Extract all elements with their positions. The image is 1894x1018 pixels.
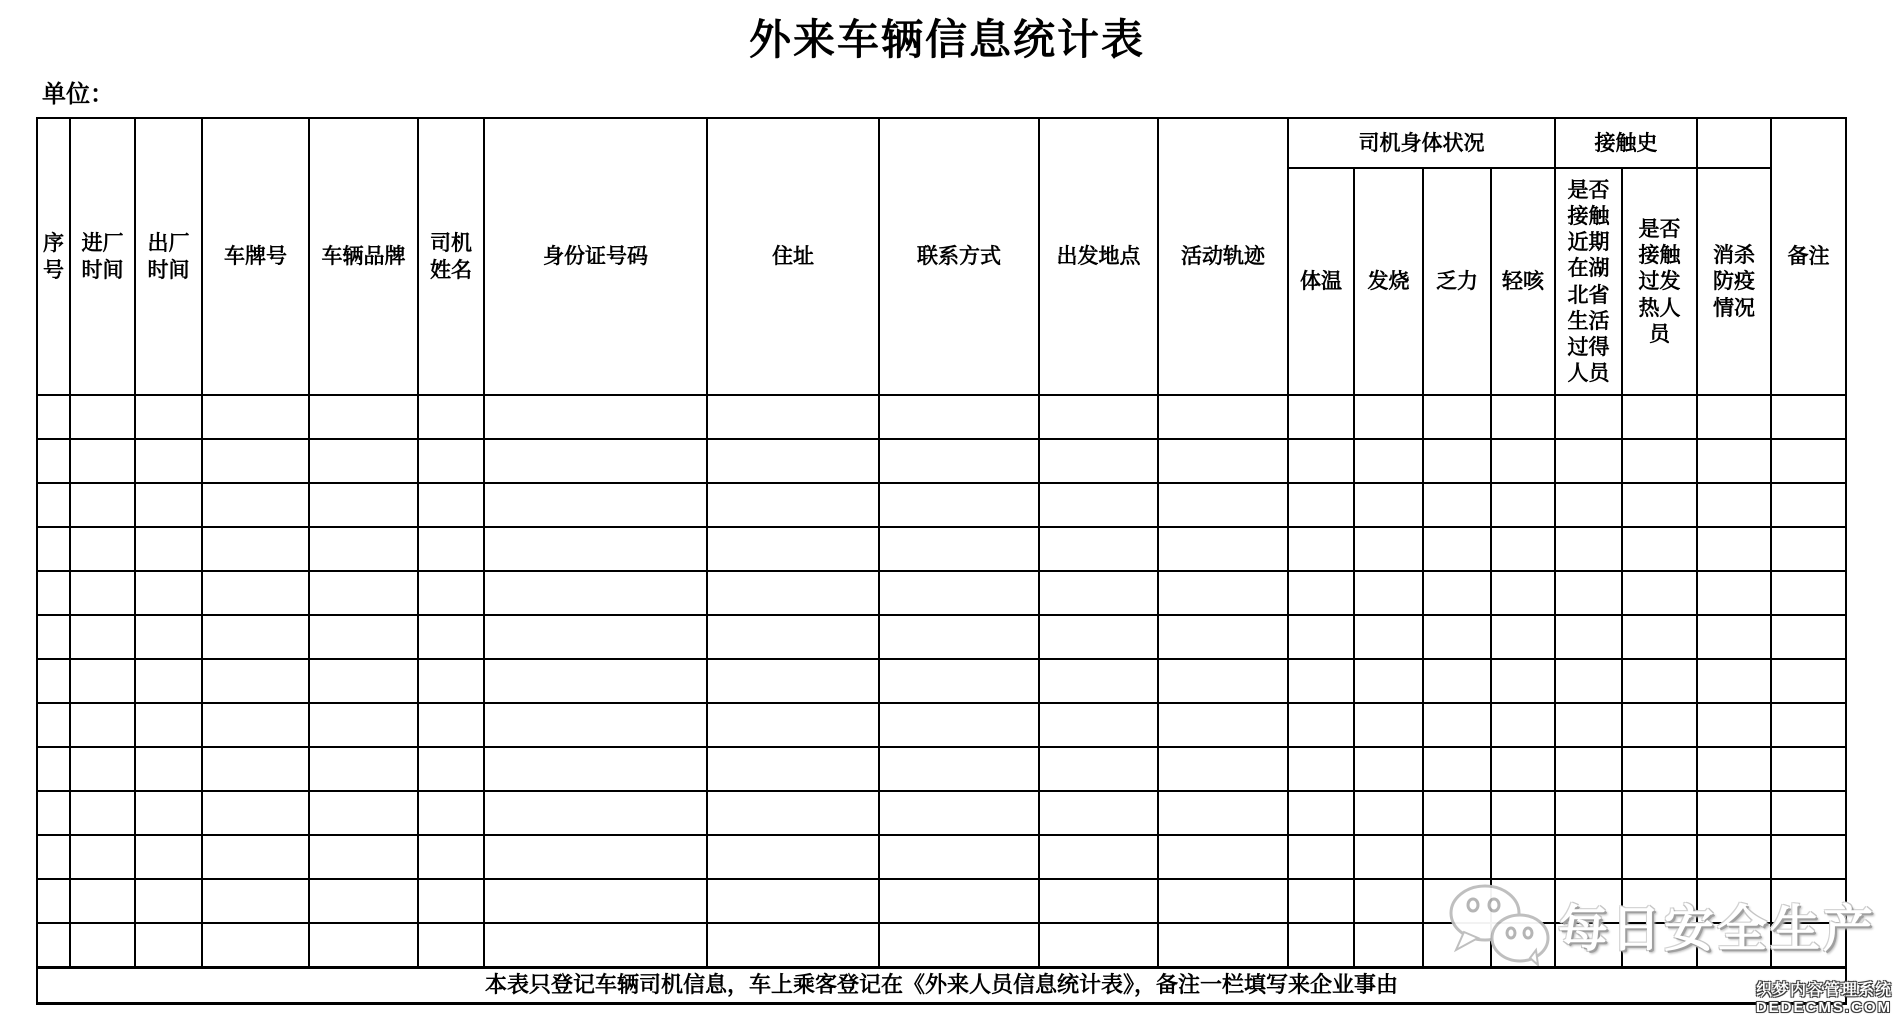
body-cell xyxy=(309,747,418,791)
header-vehicle-brand: 车辆品牌 xyxy=(309,118,418,395)
body-cell xyxy=(1158,439,1288,483)
body-cell xyxy=(879,615,1039,659)
body-cell xyxy=(135,483,202,527)
body-cell xyxy=(309,483,418,527)
body-cell xyxy=(418,835,484,879)
body-cell xyxy=(1423,835,1491,879)
body-cell xyxy=(1555,923,1622,967)
body-cell xyxy=(1423,879,1491,923)
body-cell xyxy=(1697,923,1771,967)
body-cell xyxy=(1423,659,1491,703)
body-cell xyxy=(135,923,202,967)
body-cell xyxy=(418,791,484,835)
body-cell xyxy=(1491,791,1555,835)
body-cell xyxy=(1288,879,1354,923)
body-cell xyxy=(1039,923,1158,967)
body-cell xyxy=(202,571,309,615)
body-cell xyxy=(1354,923,1423,967)
body-cell xyxy=(309,923,418,967)
body-cell xyxy=(707,835,879,879)
body-cell xyxy=(1555,747,1622,791)
body-cell xyxy=(37,747,70,791)
body-cell xyxy=(1423,527,1491,571)
body-cell xyxy=(484,659,707,703)
table-row xyxy=(37,835,1846,879)
body-cell xyxy=(1423,747,1491,791)
body-cell xyxy=(135,395,202,439)
body-cell xyxy=(135,659,202,703)
page-title: 外来车辆信息统计表 xyxy=(748,18,1145,64)
body-cell xyxy=(37,615,70,659)
body-cell xyxy=(418,439,484,483)
body-cell xyxy=(1288,439,1354,483)
body-cell xyxy=(484,571,707,615)
header-remarks: 备注 xyxy=(1771,118,1846,395)
header-address: 住址 xyxy=(707,118,879,395)
body-cell xyxy=(1158,659,1288,703)
body-cell xyxy=(1622,835,1697,879)
body-cell xyxy=(1697,703,1771,747)
table-row xyxy=(37,571,1846,615)
body-cell xyxy=(1039,395,1158,439)
body-cell xyxy=(1491,747,1555,791)
body-cell xyxy=(202,791,309,835)
body-cell xyxy=(135,703,202,747)
body-cell xyxy=(879,439,1039,483)
table-header xyxy=(37,118,1846,395)
body-cell xyxy=(37,659,70,703)
body-cell xyxy=(1697,395,1771,439)
body-cell xyxy=(1423,483,1491,527)
body-cell xyxy=(70,615,135,659)
header-id-number: 身份证号码 xyxy=(484,118,707,395)
body-cell xyxy=(707,439,879,483)
table-row xyxy=(37,527,1846,571)
body-cell xyxy=(879,703,1039,747)
body-cell xyxy=(70,483,135,527)
body-cell xyxy=(418,527,484,571)
body-cell xyxy=(418,703,484,747)
body-cell xyxy=(1354,527,1423,571)
body-cell xyxy=(1697,439,1771,483)
table-row xyxy=(37,659,1846,703)
body-cell xyxy=(707,571,879,615)
body-cell xyxy=(1697,791,1771,835)
body-cell xyxy=(1771,703,1846,747)
body-cell xyxy=(484,483,707,527)
body-cell xyxy=(707,923,879,967)
body-cell xyxy=(418,483,484,527)
body-cell xyxy=(484,835,707,879)
body-cell xyxy=(1697,659,1771,703)
body-cell xyxy=(202,615,309,659)
body-cell xyxy=(309,879,418,923)
body-cell xyxy=(37,923,70,967)
body-cell xyxy=(1555,439,1622,483)
body-cell xyxy=(1771,395,1846,439)
body-cell xyxy=(1491,879,1555,923)
body-cell xyxy=(1354,747,1423,791)
body-cell xyxy=(70,791,135,835)
body-cell xyxy=(1423,791,1491,835)
body-cell xyxy=(202,659,309,703)
body-cell xyxy=(418,615,484,659)
body-cell xyxy=(1771,615,1846,659)
body-cell xyxy=(1697,527,1771,571)
header-disinfection-status: 消杀防疫情况 xyxy=(1697,168,1771,395)
body-cell xyxy=(879,571,1039,615)
body-cell xyxy=(1555,615,1622,659)
body-cell xyxy=(1039,791,1158,835)
body-cell xyxy=(1491,527,1555,571)
body-cell xyxy=(1771,879,1846,923)
body-cell xyxy=(1158,879,1288,923)
body-cell xyxy=(37,395,70,439)
body-cell xyxy=(309,791,418,835)
body-cell xyxy=(1354,703,1423,747)
body-cell xyxy=(202,527,309,571)
body-cell xyxy=(1288,835,1354,879)
body-cell xyxy=(484,395,707,439)
body-cell xyxy=(707,659,879,703)
body-cell xyxy=(1622,659,1697,703)
body-cell xyxy=(1555,791,1622,835)
body-cell xyxy=(879,395,1039,439)
body-cell xyxy=(1354,395,1423,439)
body-cell xyxy=(1555,703,1622,747)
body-cell xyxy=(1771,571,1846,615)
body-cell xyxy=(1491,703,1555,747)
body-cell xyxy=(1771,923,1846,967)
header-exit-time: 出厂时间 xyxy=(135,118,202,395)
body-cell xyxy=(1555,835,1622,879)
table-row xyxy=(37,879,1846,923)
body-cell xyxy=(37,527,70,571)
body-cell xyxy=(70,879,135,923)
body-cell xyxy=(1354,791,1423,835)
body-cell xyxy=(135,835,202,879)
body-cell xyxy=(1158,791,1288,835)
table-row xyxy=(37,439,1846,483)
header-serial-number: 序号 xyxy=(37,118,70,395)
body-cell xyxy=(1771,483,1846,527)
body-cell xyxy=(1622,571,1697,615)
header-fatigue: 乏力 xyxy=(1423,168,1491,395)
body-cell xyxy=(1491,615,1555,659)
body-cell xyxy=(37,483,70,527)
vehicle-info-table xyxy=(36,117,1847,1005)
body-cell xyxy=(707,791,879,835)
header-contact-hubei-resident: 是否接触近期在湖北省生活过得人员 xyxy=(1555,168,1622,395)
body-cell xyxy=(1354,439,1423,483)
body-cell xyxy=(418,571,484,615)
body-cell xyxy=(707,879,879,923)
body-cell xyxy=(1039,527,1158,571)
body-cell xyxy=(1039,483,1158,527)
body-cell xyxy=(1423,439,1491,483)
body-cell xyxy=(879,747,1039,791)
body-cell xyxy=(1491,659,1555,703)
body-cell xyxy=(135,615,202,659)
body-cell xyxy=(1491,395,1555,439)
body-cell xyxy=(879,879,1039,923)
body-cell xyxy=(1288,395,1354,439)
header-departure-place: 出发地点 xyxy=(1039,118,1158,395)
header-light-cough: 轻咳 xyxy=(1491,168,1555,395)
body-cell xyxy=(37,879,70,923)
body-cell xyxy=(309,439,418,483)
header-fever: 发烧 xyxy=(1354,168,1423,395)
body-cell xyxy=(1771,659,1846,703)
body-cell xyxy=(1555,571,1622,615)
body-cell xyxy=(1697,747,1771,791)
footer-row xyxy=(37,967,1846,1003)
body-cell xyxy=(1771,439,1846,483)
body-cell xyxy=(1288,615,1354,659)
body-cell xyxy=(1288,571,1354,615)
body-cell xyxy=(1491,923,1555,967)
body-cell xyxy=(484,703,707,747)
table-row xyxy=(37,483,1846,527)
header-body-temperature: 体温 xyxy=(1288,168,1354,395)
body-cell xyxy=(1491,835,1555,879)
body-cell xyxy=(70,835,135,879)
body-cell xyxy=(484,615,707,659)
header-contact-fever-person: 是否接触过发热人员 xyxy=(1622,168,1697,395)
body-cell xyxy=(1158,483,1288,527)
body-cell xyxy=(37,439,70,483)
body-cell xyxy=(135,527,202,571)
body-cell xyxy=(1622,395,1697,439)
body-cell xyxy=(135,571,202,615)
body-cell xyxy=(1697,879,1771,923)
body-cell xyxy=(1622,703,1697,747)
body-cell xyxy=(1423,703,1491,747)
body-cell xyxy=(484,879,707,923)
table-body xyxy=(37,395,1846,967)
body-cell xyxy=(202,835,309,879)
body-cell xyxy=(879,659,1039,703)
body-cell xyxy=(202,395,309,439)
body-cell xyxy=(707,703,879,747)
body-cell xyxy=(1423,615,1491,659)
body-cell xyxy=(707,483,879,527)
unit-label: 单位： xyxy=(42,82,114,108)
body-cell xyxy=(135,791,202,835)
body-cell xyxy=(1555,879,1622,923)
body-cell xyxy=(879,791,1039,835)
header-driver-name: 司机姓名 xyxy=(418,118,484,395)
body-cell xyxy=(1158,395,1288,439)
body-cell xyxy=(418,879,484,923)
body-cell xyxy=(1288,703,1354,747)
table-row xyxy=(37,747,1846,791)
body-cell xyxy=(1288,791,1354,835)
body-cell xyxy=(484,923,707,967)
body-cell xyxy=(1423,923,1491,967)
body-cell xyxy=(37,571,70,615)
body-cell xyxy=(202,923,309,967)
body-cell xyxy=(70,923,135,967)
header-entry-time: 进厂时间 xyxy=(70,118,135,395)
body-cell xyxy=(879,527,1039,571)
body-cell xyxy=(1771,791,1846,835)
body-cell xyxy=(70,571,135,615)
body-cell xyxy=(1555,659,1622,703)
body-cell xyxy=(1158,703,1288,747)
body-cell xyxy=(70,527,135,571)
body-cell xyxy=(309,703,418,747)
table-row xyxy=(37,395,1846,439)
body-cell xyxy=(707,527,879,571)
body-cell xyxy=(879,835,1039,879)
body-cell xyxy=(1039,439,1158,483)
body-cell xyxy=(70,703,135,747)
body-cell xyxy=(202,879,309,923)
body-cell xyxy=(418,923,484,967)
body-cell xyxy=(879,483,1039,527)
body-cell xyxy=(1622,747,1697,791)
body-cell xyxy=(1697,571,1771,615)
body-cell xyxy=(70,395,135,439)
body-cell xyxy=(1622,923,1697,967)
table-row xyxy=(37,703,1846,747)
body-cell xyxy=(707,395,879,439)
body-cell xyxy=(1158,923,1288,967)
body-cell xyxy=(1288,527,1354,571)
body-cell xyxy=(1039,659,1158,703)
body-cell xyxy=(1622,615,1697,659)
body-cell xyxy=(707,615,879,659)
body-cell xyxy=(202,703,309,747)
table-row xyxy=(37,615,1846,659)
body-cell xyxy=(1491,483,1555,527)
table-row xyxy=(37,923,1846,967)
body-cell xyxy=(1771,747,1846,791)
body-cell xyxy=(1697,483,1771,527)
body-cell xyxy=(37,703,70,747)
body-cell xyxy=(70,439,135,483)
body-cell xyxy=(1288,659,1354,703)
body-cell xyxy=(1354,483,1423,527)
body-cell xyxy=(1354,879,1423,923)
cms-watermark xyxy=(1756,982,1892,1016)
body-cell xyxy=(418,395,484,439)
body-cell xyxy=(1423,571,1491,615)
body-cell xyxy=(1622,483,1697,527)
body-cell xyxy=(1158,527,1288,571)
body-cell xyxy=(1555,527,1622,571)
body-cell xyxy=(1697,835,1771,879)
body-cell xyxy=(484,527,707,571)
watermark-text: 每日安全生产 xyxy=(1558,901,1876,957)
body-cell xyxy=(1622,439,1697,483)
header-activity-track: 活动轨迹 xyxy=(1158,118,1288,395)
header-plate-number: 车牌号 xyxy=(202,118,309,395)
body-cell xyxy=(1039,879,1158,923)
body-cell xyxy=(1039,571,1158,615)
header-contact-method: 联系方式 xyxy=(879,118,1039,395)
footer-note: 本表只登记车辆司机信息，车上乘客登记在《外来人员信息统计表》，备注一栏填写来企业事由 xyxy=(37,967,1846,1003)
body-cell xyxy=(484,747,707,791)
body-cell xyxy=(484,791,707,835)
body-cell xyxy=(1158,747,1288,791)
body-cell xyxy=(70,659,135,703)
body-cell xyxy=(1354,571,1423,615)
body-cell xyxy=(135,747,202,791)
body-cell xyxy=(309,835,418,879)
body-cell xyxy=(1039,615,1158,659)
body-cell xyxy=(1697,615,1771,659)
body-cell xyxy=(1288,923,1354,967)
body-cell xyxy=(1158,835,1288,879)
body-cell xyxy=(1158,571,1288,615)
body-cell xyxy=(1039,835,1158,879)
body-cell xyxy=(418,747,484,791)
body-cell xyxy=(70,747,135,791)
body-cell xyxy=(1158,615,1288,659)
body-cell xyxy=(1288,483,1354,527)
header-empty-cell xyxy=(1697,118,1771,168)
body-cell xyxy=(1555,483,1622,527)
body-cell xyxy=(1354,615,1423,659)
cms-line1: 织梦内容管理系统 xyxy=(1755,981,1892,999)
body-cell xyxy=(1622,879,1697,923)
body-cell xyxy=(37,835,70,879)
body-cell xyxy=(309,571,418,615)
body-cell xyxy=(1288,747,1354,791)
body-cell xyxy=(1354,659,1423,703)
body-cell xyxy=(418,659,484,703)
body-cell xyxy=(37,791,70,835)
table-row xyxy=(37,791,1846,835)
body-cell xyxy=(484,439,707,483)
body-cell xyxy=(1622,791,1697,835)
body-cell xyxy=(202,483,309,527)
body-cell xyxy=(1491,439,1555,483)
body-cell xyxy=(1354,835,1423,879)
body-cell xyxy=(1622,527,1697,571)
body-cell xyxy=(202,747,309,791)
body-cell xyxy=(707,747,879,791)
body-cell xyxy=(1771,527,1846,571)
body-cell xyxy=(1491,571,1555,615)
header-group-contact-history: 接触史 xyxy=(1555,118,1697,168)
body-cell xyxy=(202,439,309,483)
cms-line2: DEDECMS.COM xyxy=(1755,998,1892,1016)
body-cell xyxy=(1771,835,1846,879)
body-cell xyxy=(309,395,418,439)
body-cell xyxy=(1039,747,1158,791)
body-cell xyxy=(309,527,418,571)
body-cell xyxy=(879,923,1039,967)
header-group-driver-health: 司机身体状况 xyxy=(1288,118,1555,168)
body-cell xyxy=(309,659,418,703)
body-cell xyxy=(1039,703,1158,747)
body-cell xyxy=(135,439,202,483)
body-cell xyxy=(1555,395,1622,439)
body-cell xyxy=(135,879,202,923)
body-cell xyxy=(309,615,418,659)
body-cell xyxy=(1423,395,1491,439)
